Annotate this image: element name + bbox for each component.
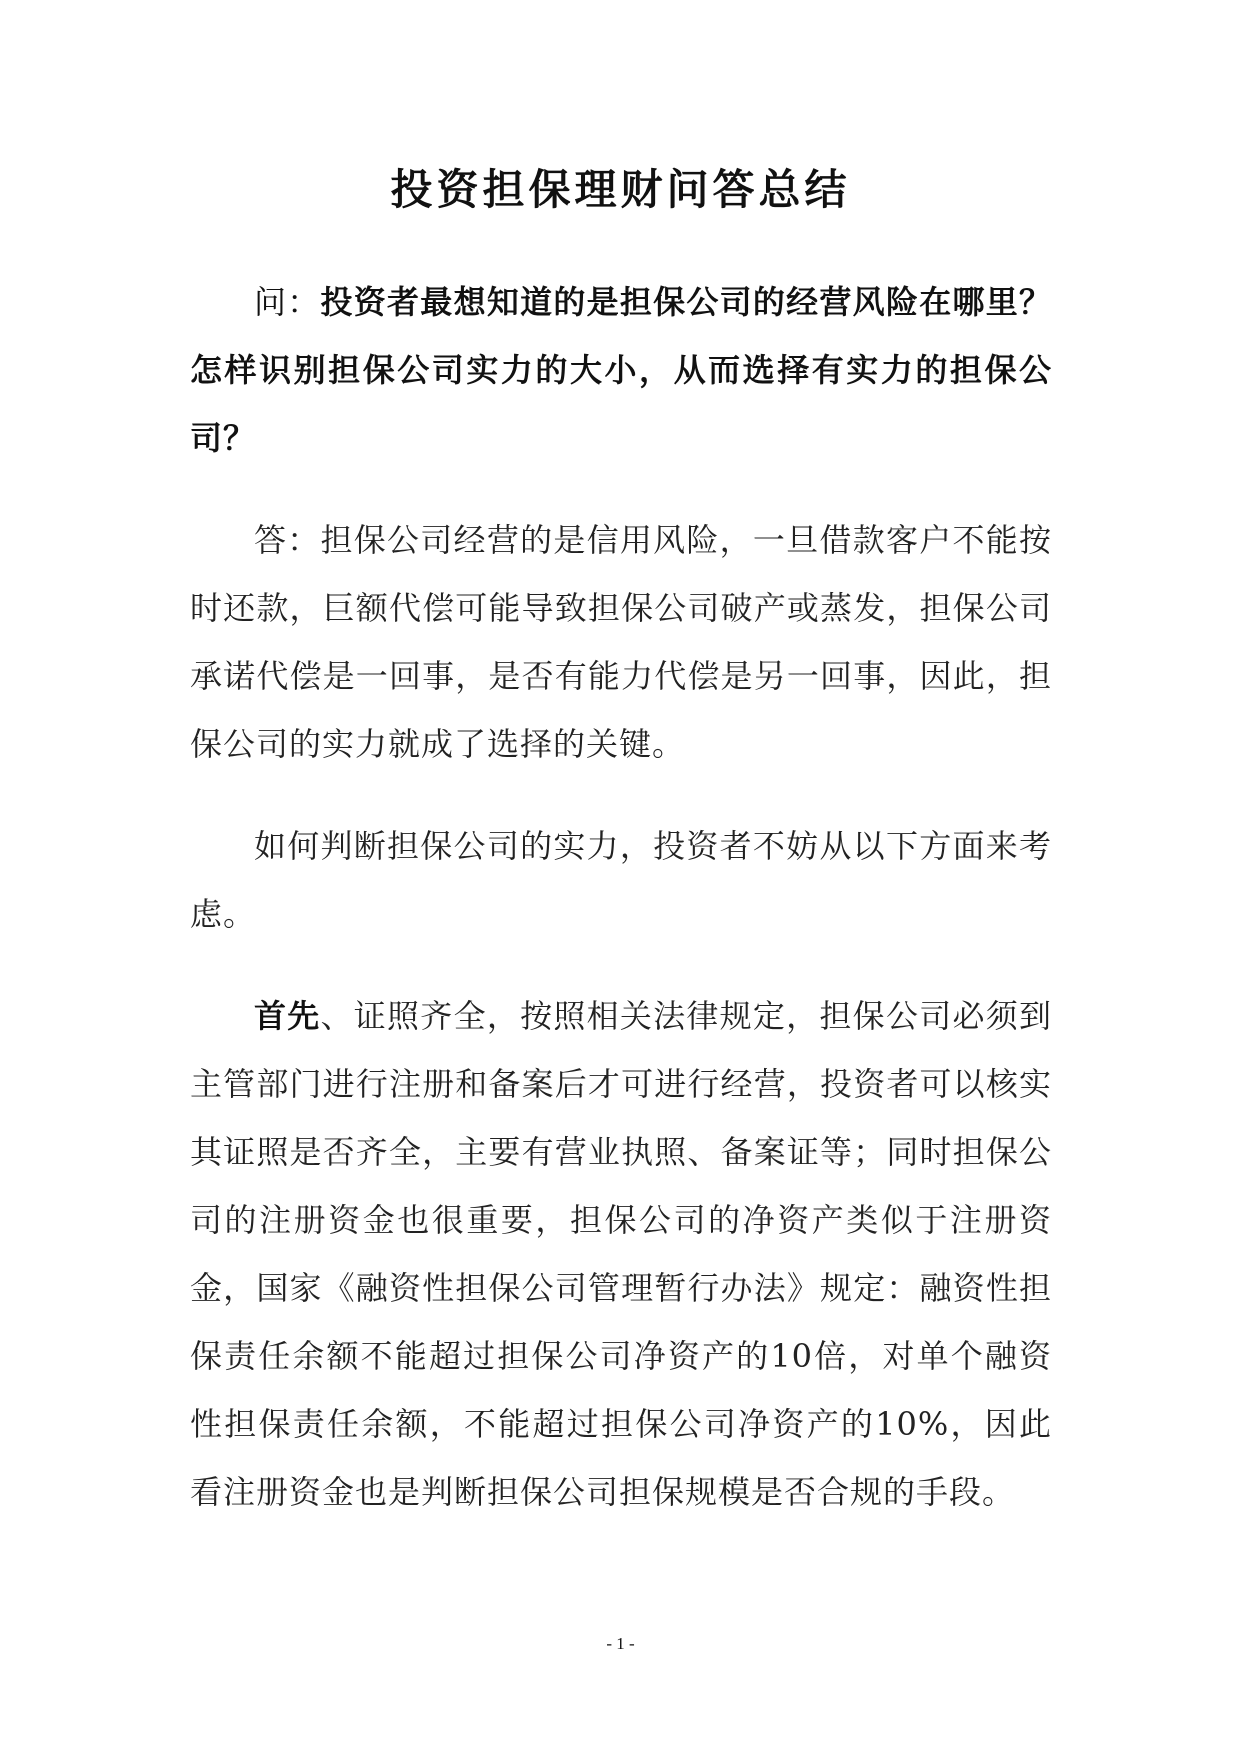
- intro-paragraph: 如何判断担保公司的实力，投资者不妨从以下方面来考虑。: [190, 827, 1052, 933]
- page-number: - 1 -: [606, 1634, 635, 1653]
- question-paragraph: [190, 268, 1052, 472]
- document-title: 投资担保理财问答总结: [390, 165, 851, 214]
- document-body: [190, 268, 1052, 1526]
- first-point-text: 、证照齐全，按照相关法律规定，担保公司必须到主管部门进行注册和备案后才可进行经营，投资者可以核实其证照是否齐全，主要有营业执照、备案证等；同时担保公司的注册资金也很重要，担保公司的净资产类似于注册资金，国家《融资性担保公司管理暂行办法》规定：融资性担保责任余额不能超过担保公司净资产的10倍，对单个融资性担保责任余额，不能超过担保公司净资产的10%，因此看注册资金也是判断担保公司担保规模是否合规的手段。: [190, 997, 1052, 1511]
- first-point-lead: 首先: [254, 997, 321, 1035]
- question-prefix: 问：: [254, 283, 321, 321]
- question-text: 投资者最想知道的是担保公司的经营风险在哪里？怎样识别担保公司实力的大小，从而选择有实力的担保公司？: [190, 283, 1052, 457]
- first-point-paragraph: [190, 982, 1052, 1526]
- answer-paragraph: 答：担保公司经营的是信用风险，一旦借款客户不能按时还款，巨额代偿可能导致担保公司破产或蒸发，担保公司承诺代偿是一回事，是否有能力代偿是另一回事，因此，担保公司的实力就成了选择的关键。: [190, 521, 1052, 763]
